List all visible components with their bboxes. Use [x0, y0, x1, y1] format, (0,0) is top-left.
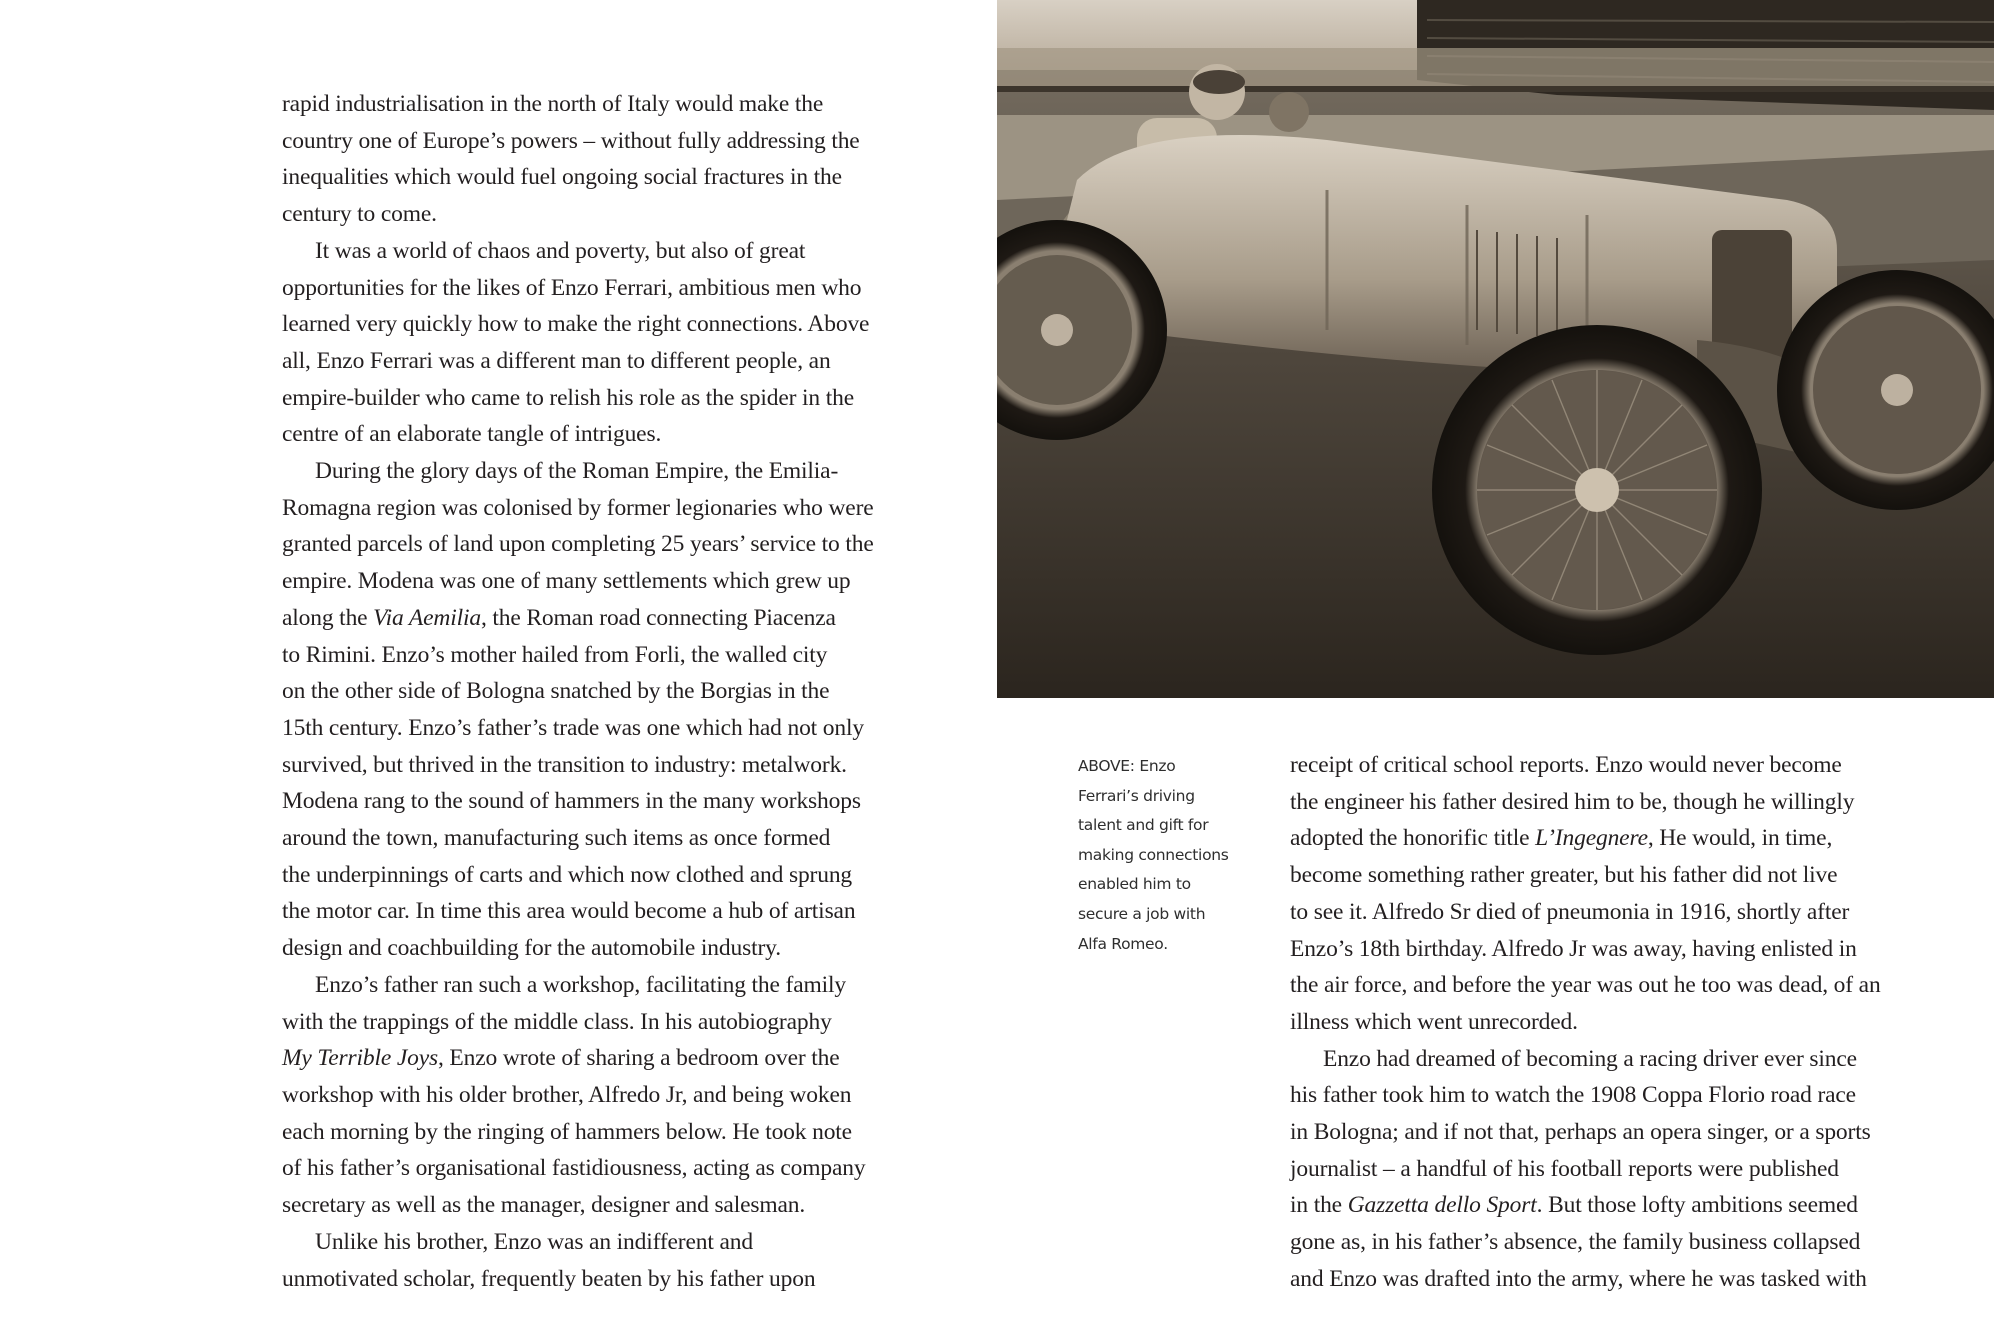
- text-line: empire-builder who came to relish his role as the spider in the: [282, 384, 855, 411]
- text-line: the underpinnings of carts and which now clothed and sprung: [282, 861, 853, 888]
- text-line: gone as, in his father’s absence, the family business collapsed: [1290, 1229, 1861, 1256]
- text-line: learned very quickly how to make the right connections. Above: [282, 311, 870, 338]
- text-run: . But those lofty ambitions seemed: [1536, 1192, 1858, 1219]
- text-line: his father took him to watch the 1908 Coppa Florio road race: [1290, 1082, 1856, 1109]
- text-line: rapid industrialisation in the north of Italy would make the: [282, 91, 824, 117]
- text-line: and Enzo was drafted into the army, where he was tasked with: [1290, 1265, 1867, 1292]
- text-line: become something rather greater, but his father did not live: [1290, 862, 1838, 889]
- text-line: the air force, and before the year was out he too was dead, of an: [1290, 972, 1881, 999]
- italic-title: L’Ingegnere: [1535, 825, 1648, 852]
- text-line: It was a world of chaos and poverty, but also of great: [315, 237, 806, 264]
- caption-line: talent and gift for: [1078, 816, 1209, 835]
- paragraph-7: [1290, 1041, 1950, 1298]
- photo-caption: [1078, 752, 1248, 959]
- paragraph-4: [282, 967, 922, 1224]
- text-run: adopted the honorific title: [1290, 825, 1536, 852]
- right-text-column: [1290, 747, 1950, 1298]
- caption-line: Ferrari’s driving: [1078, 786, 1195, 805]
- text-line: all, Enzo Ferrari was a different man to different people, an: [282, 347, 831, 374]
- text-line: granted parcels of land upon completing 25 years’ service to the: [282, 531, 874, 558]
- text-line: workshop with his older brother, Alfredo Jr, and being woken: [282, 1081, 852, 1108]
- text-line: inequalities which would fuel ongoing social fractures in the: [282, 164, 842, 191]
- text-line: century to come.: [282, 201, 437, 228]
- paragraph-3: [282, 453, 922, 967]
- text-line: Romagna region was colonised by former legionaries who were: [282, 494, 874, 521]
- text-line: [1290, 820, 1950, 857]
- caption-line: ABOVE: Enzo: [1078, 757, 1176, 775]
- text-run: along the: [282, 604, 374, 631]
- text-run: , the Roman road connecting Piacenza: [480, 604, 836, 631]
- text-line: Modena rang to the sound of hammers in the many workshops: [282, 788, 861, 815]
- text-line: centre of an elaborate tangle of intrigues.: [282, 421, 662, 448]
- text-line: design and coachbuilding for the automobile industry.: [282, 935, 781, 962]
- caption-line: enabled him to: [1078, 875, 1191, 894]
- text-line: the motor car. In time this area would become a hub of artisan: [282, 898, 856, 925]
- text-line: Enzo had dreamed of becoming a racing driver ever since: [1323, 1045, 1857, 1072]
- text-line: country one of Europe’s powers – without fully addressing the: [282, 127, 860, 154]
- text-line: receipt of critical school reports. Enzo would never become: [1290, 752, 1842, 778]
- caption-line: making connections: [1078, 845, 1229, 864]
- text-line: to see it. Alfredo Sr died of pneumonia in 1916, shortly after: [1290, 898, 1850, 925]
- caption-line: secure a job with: [1078, 904, 1206, 923]
- paragraph-5: [282, 1224, 922, 1297]
- italic-term: Via Aemilia: [373, 604, 481, 631]
- paragraph-2: [282, 233, 922, 453]
- text-line: [1290, 1187, 1950, 1224]
- vintage-race-car-photo: [997, 0, 1994, 698]
- text-line: secretary as well as the manager, designer and salesman.: [282, 1192, 806, 1219]
- text-run: , Enzo wrote of sharing a bedroom over the: [437, 1045, 840, 1072]
- text-line: survived, but thrived in the transition to industry: metalwork.: [282, 751, 847, 778]
- text-run: , He would, in time,: [1647, 825, 1833, 852]
- text-line: journalist – a handful of his football reports were published: [1290, 1155, 1839, 1182]
- text-line: unmotivated scholar, frequently beaten by his father upon: [282, 1265, 816, 1292]
- caption-line: Alfa Romeo.: [1078, 934, 1168, 953]
- text-line: on the other side of Bologna snatched by the Borgias in the: [282, 678, 830, 705]
- text-line: around the town, manufacturing such items as once formed: [282, 825, 831, 852]
- text-line: of his father’s organisational fastidiousness, acting as company: [282, 1155, 866, 1182]
- text-run: in the: [1290, 1192, 1348, 1219]
- text-line: with the trappings of the middle class. In his autobiography: [282, 1008, 832, 1035]
- text-line: the engineer his father desired him to be, though he willingly: [1290, 788, 1855, 815]
- paragraph-1: [282, 86, 922, 233]
- paragraph-6: [1290, 747, 1950, 1041]
- text-line: Enzo’s 18th birthday. Alfredo Jr was away, having enlisted in: [1290, 935, 1857, 962]
- text-line: in Bologna; and if not that, perhaps an opera singer, or a sports: [1290, 1119, 1871, 1146]
- left-text-column: [282, 86, 922, 1297]
- italic-book-title: My Terrible Joys: [282, 1045, 438, 1072]
- text-line: [282, 1040, 922, 1077]
- text-line: empire. Modena was one of many settlements which grew up: [282, 568, 851, 595]
- text-line: illness which went unrecorded.: [1290, 1008, 1578, 1035]
- text-line: 15th century. Enzo’s father’s trade was one which had not only: [282, 714, 864, 741]
- text-line: each morning by the ringing of hammers below. He took note: [282, 1118, 852, 1145]
- text-line: to Rimini. Enzo’s mother hailed from Forli, the walled city: [282, 641, 828, 668]
- italic-newspaper-title: Gazzetta dello Sport: [1347, 1192, 1537, 1219]
- text-line: [282, 600, 922, 637]
- text-line: Unlike his brother, Enzo was an indifferent and: [315, 1228, 753, 1255]
- text-line: During the glory days of the Roman Empire, the Emilia-: [315, 458, 839, 485]
- text-line: Enzo’s father ran such a workshop, facilitating the family: [315, 971, 846, 998]
- photo-enzo-ferrari-race-car: [997, 0, 1994, 698]
- text-line: opportunities for the likes of Enzo Ferrari, ambitious men who: [282, 274, 862, 301]
